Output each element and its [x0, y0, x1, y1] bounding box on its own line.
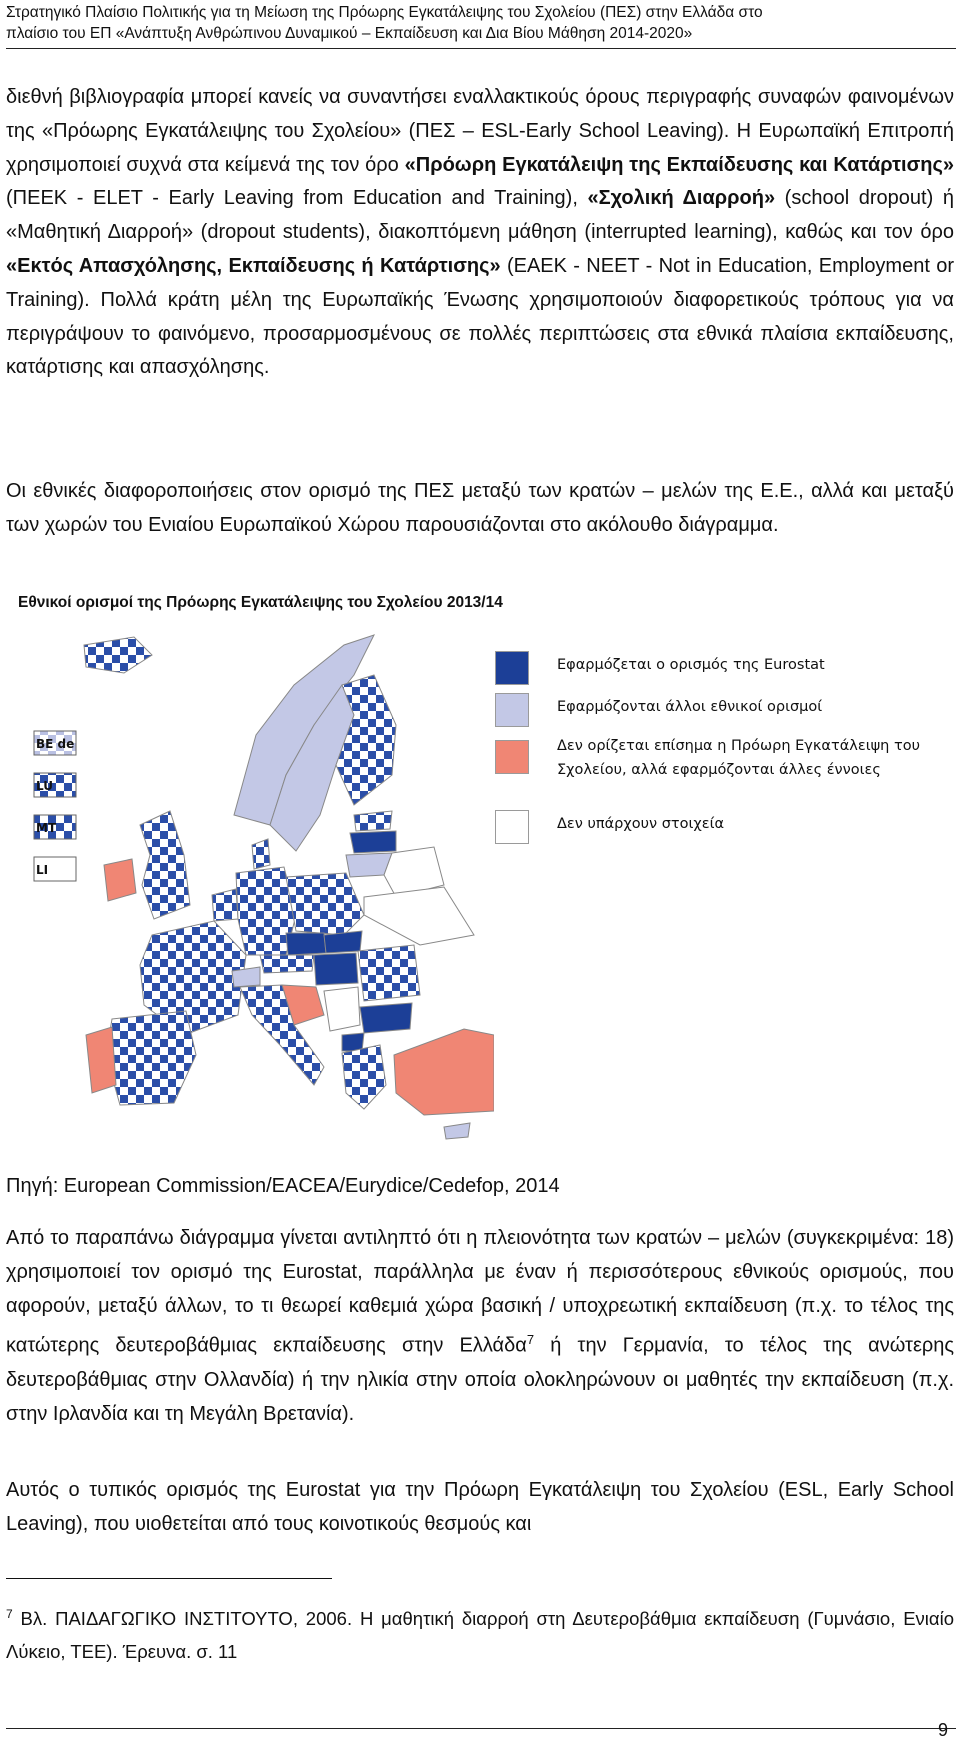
- region-romania: [358, 945, 420, 1001]
- region-macedonia: [342, 1033, 364, 1051]
- region-austria: [260, 955, 314, 973]
- page-number: 9: [937, 1720, 948, 1740]
- footnote-ref-7[interactable]: 7: [526, 1332, 535, 1348]
- legend-label-other-concepts: Δεν ορίζεται επίσημα η Πρόωρη Εγκατάλειψη του Σχολείου, αλλά εφαρμόζονται άλλες έννοιες: [557, 738, 920, 778]
- region-denmark: [252, 839, 270, 869]
- paragraph-intro-figure: Οι εθνικές διαφοροποιήσεις στον ορισμό της ΠΕΣ μεταξύ των κρατών – μελών της Ε.Ε., αλλά και μεταξύ των χωρών του Ενιαίου Ευρωπαϊκού Χώρου παρουσιάζονται στο ακόλουθο διάγραμμα.: [6, 480, 954, 536]
- p1-bold-term-2: «Σχολική Διαρροή»: [587, 187, 776, 210]
- p1-text-1: διεθνή βιβλιογραφία μπορεί κανείς να συναντήσει εναλλακτικούς όρους περιγραφής συναφών φαινομένων της «Πρόωρης Εγκατάλειψης του Σχολείου» (ΠΕΣ – ESL-Early School Leaving). Η Ευρωπαϊκή Επιτροπή χρησιμοποιεί συχνά στα κείμενά της τον όρο: [6, 86, 954, 176]
- footnote-number: 7: [6, 1607, 13, 1621]
- p1-bold-term-1: «Πρόωρη Εγκατάλειψη της Εκπαίδευσης και Κατάρτισης»: [404, 153, 954, 176]
- inset-label-be-de: BE de: [36, 737, 75, 751]
- header-line-2: πλαίσιο του ΕΠ «Ανάπτυξη Ανθρώπινου Δυναμικού – Εκπαίδευση και Δια Βίου Μάθηση 2014-2020»: [6, 25, 693, 42]
- footnote-divider: [6, 1578, 332, 1579]
- legend-label-eurostat: Εφαρμόζεται ο ορισμός της Eurostat: [557, 657, 825, 673]
- legend-label-national: Εφαρμόζονται άλλοι εθνικοί ορισμοί: [557, 699, 823, 715]
- p4-text-1: Από το παραπάνω διάγραμμα γίνεται αντιληπτό ότι η πλειονότητα των κρατών – μελών (συγκεκριμένα: 18) χρησιμοποιεί τον ορισμό της Eurostat, παράλληλα με έναν ή περισσότερους εθνικούς ορισμούς, που αφορούν, μεταξύ άλλων, το τι θεωρεί καθεμιά χώρα βασική / υποχρεωτική εκπαίδευση (π.χ. το τέλος της κατώτερης δευτεροβάθμιας εκπαίδευσης στην Ελλάδα: [6, 1227, 954, 1358]
- header-divider: [6, 48, 956, 49]
- legend-swatch-no-data: [495, 810, 529, 844]
- region-portugal: [86, 1027, 116, 1093]
- region-ireland: [104, 859, 136, 901]
- p1-bold-term-3: «Εκτός Απασχόλησης, Εκπαίδευσης ή Κατάρτισης»: [6, 254, 501, 277]
- region-slovakia: [324, 931, 362, 953]
- region-latvia: [350, 831, 396, 853]
- paragraph-terms: [6, 81, 954, 385]
- europe-map: [24, 615, 494, 1155]
- region-switzerland: [232, 967, 260, 987]
- p4-text-2: ή την Γερμανία, το τέλος της ανώτερης δευτεροβάθμιας στην Ολλανδία) ή την ηλικία στην οποία ολοκληρώνουν οι μαθητές την εκπαίδευση (π.χ. στην Ιρλανδία και τη Μεγάλη Βρετανία).: [6, 1335, 954, 1425]
- figure-source: Πηγή: European Commission/EACEA/Eurydice/Cedefop, 2014: [6, 1175, 560, 1197]
- p1-text-4: (ΕΑΕΚ - NEET - Not in Education, Employment or Training). Πολλά κράτη μέλη της Ευρωπαϊκής Ένωσης χρησιμοποιούν διαφορετικούς τρόπους για να περιγράψουν το φαινόμενο, προσαρμοσμένους σε πολλές περιπτώσεις στα εθνικά πλαίσια εκπαίδευσης, κατάρτισης και απασχόλησης.: [6, 254, 955, 379]
- inset-label-lu: LU: [36, 779, 53, 793]
- region-czechia: [286, 933, 326, 955]
- region-hungary: [314, 953, 358, 985]
- legend-swatch-national: [495, 693, 529, 727]
- legend-swatch-other-concepts: [495, 740, 529, 774]
- region-estonia: [354, 811, 392, 831]
- inset-label-li: LI: [36, 863, 49, 877]
- p1-text-3: (school dropout) ή «Μαθητική Διαρροή» (dropout students), διακοπτόμενη μάθηση (interrupted learning), καθώς και τον όρο: [6, 187, 954, 244]
- paragraph-eurostat-definition: Αυτός ο τυπικός ορισμός της Eurostat για την Πρόωρη Εγκατάλειψη του Σχολείου (ESL, Early School Leaving), που υιοθετείται από τους κοινοτικούς θεσμούς και: [6, 1479, 954, 1535]
- footnote-7: [6, 1598, 954, 1668]
- footer-divider: [6, 1728, 956, 1729]
- figure-title: Εθνικοί ορισμοί της Πρόωρης Εγκατάλειψης του Σχολείου 2013/14: [18, 594, 503, 611]
- paragraph-analysis: [6, 1222, 954, 1431]
- region-bulgaria: [360, 1003, 412, 1033]
- footnote-text: Βλ. ΠΑΙΔΑΓΩΓΙΚΟ ΙΝΣΤΙΤΟΥΤΟ, 2006. Η μαθητική διαρροή στη Δευτεροβάθμια εκπαίδευση (Γυμνάσιο, Ενιαίο Λύκειο, ΤΕΕ). Έρευνα. σ. 11: [6, 1608, 954, 1663]
- running-header: [6, 2, 956, 44]
- p1-text-2: (ΠΕΕΚ - ELET - Early Leaving from Education and Training),: [6, 187, 588, 210]
- region-benelux: [212, 889, 238, 921]
- legend-label-no-data: Δεν υπάρχουν στοιχεία: [557, 816, 725, 832]
- legend-swatch-eurostat: [495, 651, 529, 685]
- inset-label-mt: MT: [36, 821, 57, 835]
- region-serbia: [324, 987, 360, 1031]
- header-line-1: Στρατηγικό Πλαίσιο Πολιτικής για τη Μείωση της Πρόωρης Εγκατάλειψης του Σχολείου (ΠΕΣ) στην Ελλάδα στο: [6, 4, 763, 21]
